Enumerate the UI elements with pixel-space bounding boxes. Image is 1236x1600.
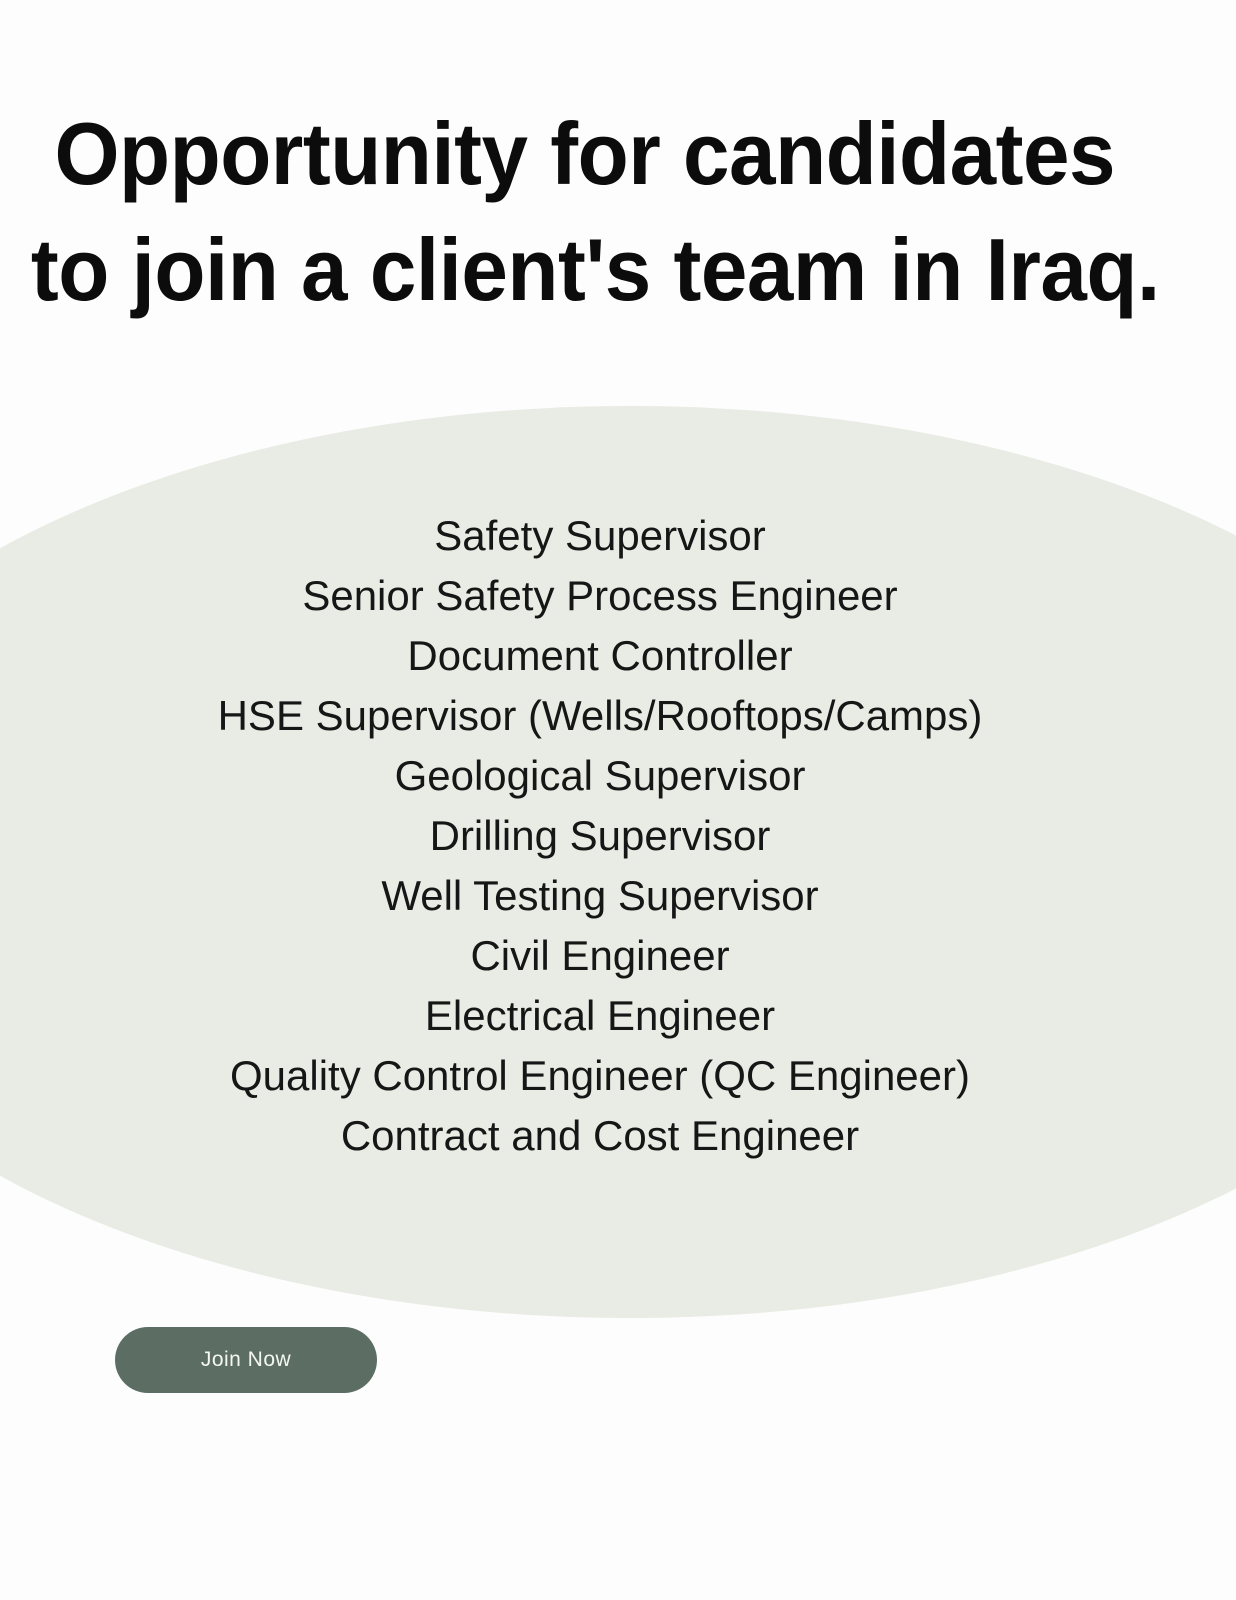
list-item: Geological Supervisor: [394, 752, 806, 799]
list-item: Electrical Engineer: [424, 992, 776, 1039]
list-item: Well Testing Supervisor: [381, 872, 819, 919]
page-title: [31, 96, 1205, 328]
page-title-line-2: to join a client's team in Iraq.: [30, 220, 1160, 319]
list-item: Drilling Supervisor: [429, 812, 771, 859]
list-item: Safety Supervisor: [434, 512, 766, 559]
list-item: Document Controller: [407, 632, 793, 679]
roles-list: [0, 506, 1236, 1166]
page-title-line-1: Opportunity for candidates: [54, 104, 1116, 203]
list-item: Senior Safety Process Engineer: [302, 572, 898, 619]
list-item: Quality Control Engineer (QC Engineer): [229, 1052, 970, 1099]
list-item: Contract and Cost Engineer: [340, 1112, 860, 1159]
join-now-button[interactable]: Join Now: [115, 1327, 377, 1393]
list-item: HSE Supervisor (Wells/Rooftops/Camps): [217, 692, 983, 739]
list-item: Civil Engineer: [470, 932, 730, 979]
